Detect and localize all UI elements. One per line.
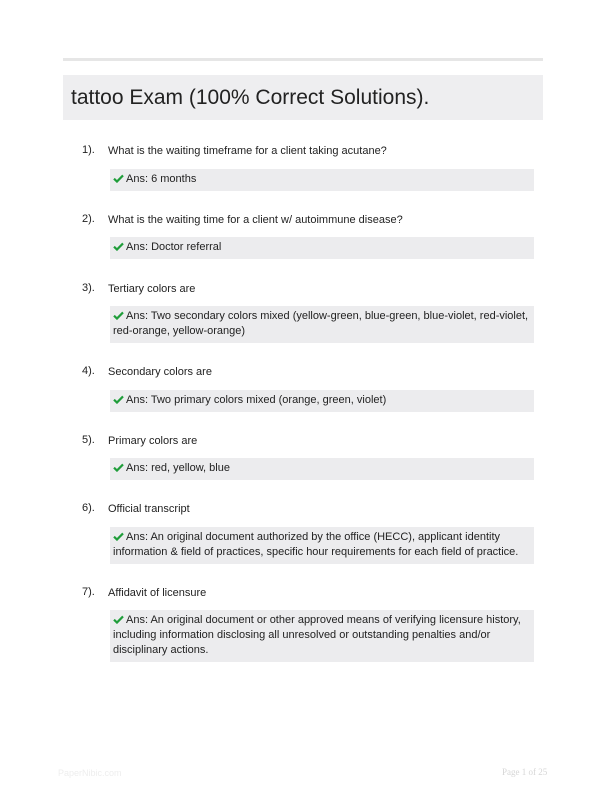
answer-box	[110, 527, 534, 564]
question-text: What is the waiting time for a client w/ autoimmune disease?	[108, 214, 403, 226]
question-number: 5).	[82, 434, 95, 446]
question-number: 6).	[82, 502, 95, 514]
question-text: Official transcript	[108, 503, 190, 515]
page-title: tattoo Exam (100% Correct Solutions).	[71, 85, 430, 109]
question-number: 7).	[82, 586, 95, 598]
question-text: Affidavit of licensure	[108, 587, 207, 599]
question-text: Primary colors are	[108, 435, 198, 447]
footer-watermark: PaperNibic.com	[58, 768, 122, 778]
answer-text: Ans: Two secondary colors mixed (yellow-green, blue-green, blue-violet, red-violet, red-orange, yellow-orange)	[113, 310, 529, 337]
answer-text: Ans: Doctor referral	[126, 241, 222, 253]
check-icon	[113, 532, 124, 541]
title-bar	[63, 75, 543, 120]
question-number: 4).	[82, 365, 95, 377]
answer-text: Ans: 6 months	[126, 173, 197, 185]
answer-text: Ans: red, yellow, blue	[126, 462, 230, 474]
question-number: 3).	[82, 282, 95, 294]
check-icon	[113, 174, 124, 183]
answer-box	[110, 237, 534, 259]
question-text: Secondary colors are	[108, 366, 212, 378]
page-indicator: Page 1 of 25	[502, 767, 548, 777]
check-icon	[113, 242, 124, 251]
check-icon	[113, 395, 124, 404]
answer-box	[110, 610, 534, 662]
answer-text: Ans: Two primary colors mixed (orange, green, violet)	[126, 394, 387, 406]
answer-text: Ans: An original document authorized by the office (HECC), applicant identity information & field of practices, specific hour requirements for each field of practice.	[113, 531, 519, 558]
check-icon	[113, 463, 124, 472]
answer-box	[110, 169, 534, 191]
question-number: 2).	[82, 213, 95, 225]
question-number: 1).	[82, 144, 95, 156]
answer-text: Ans: An original document or other approved means of verifying licensure history, including information disclosing all unresolved or outstanding penalties and/or disciplinary actions.	[113, 614, 521, 656]
answer-box	[110, 458, 534, 480]
answer-box	[110, 306, 534, 343]
answer-box	[110, 390, 534, 412]
check-icon	[113, 615, 124, 624]
question-text: Tertiary colors are	[108, 283, 196, 295]
top-rule	[63, 58, 543, 61]
question-text: What is the waiting timeframe for a client taking acutane?	[108, 145, 387, 157]
check-icon	[113, 311, 124, 320]
